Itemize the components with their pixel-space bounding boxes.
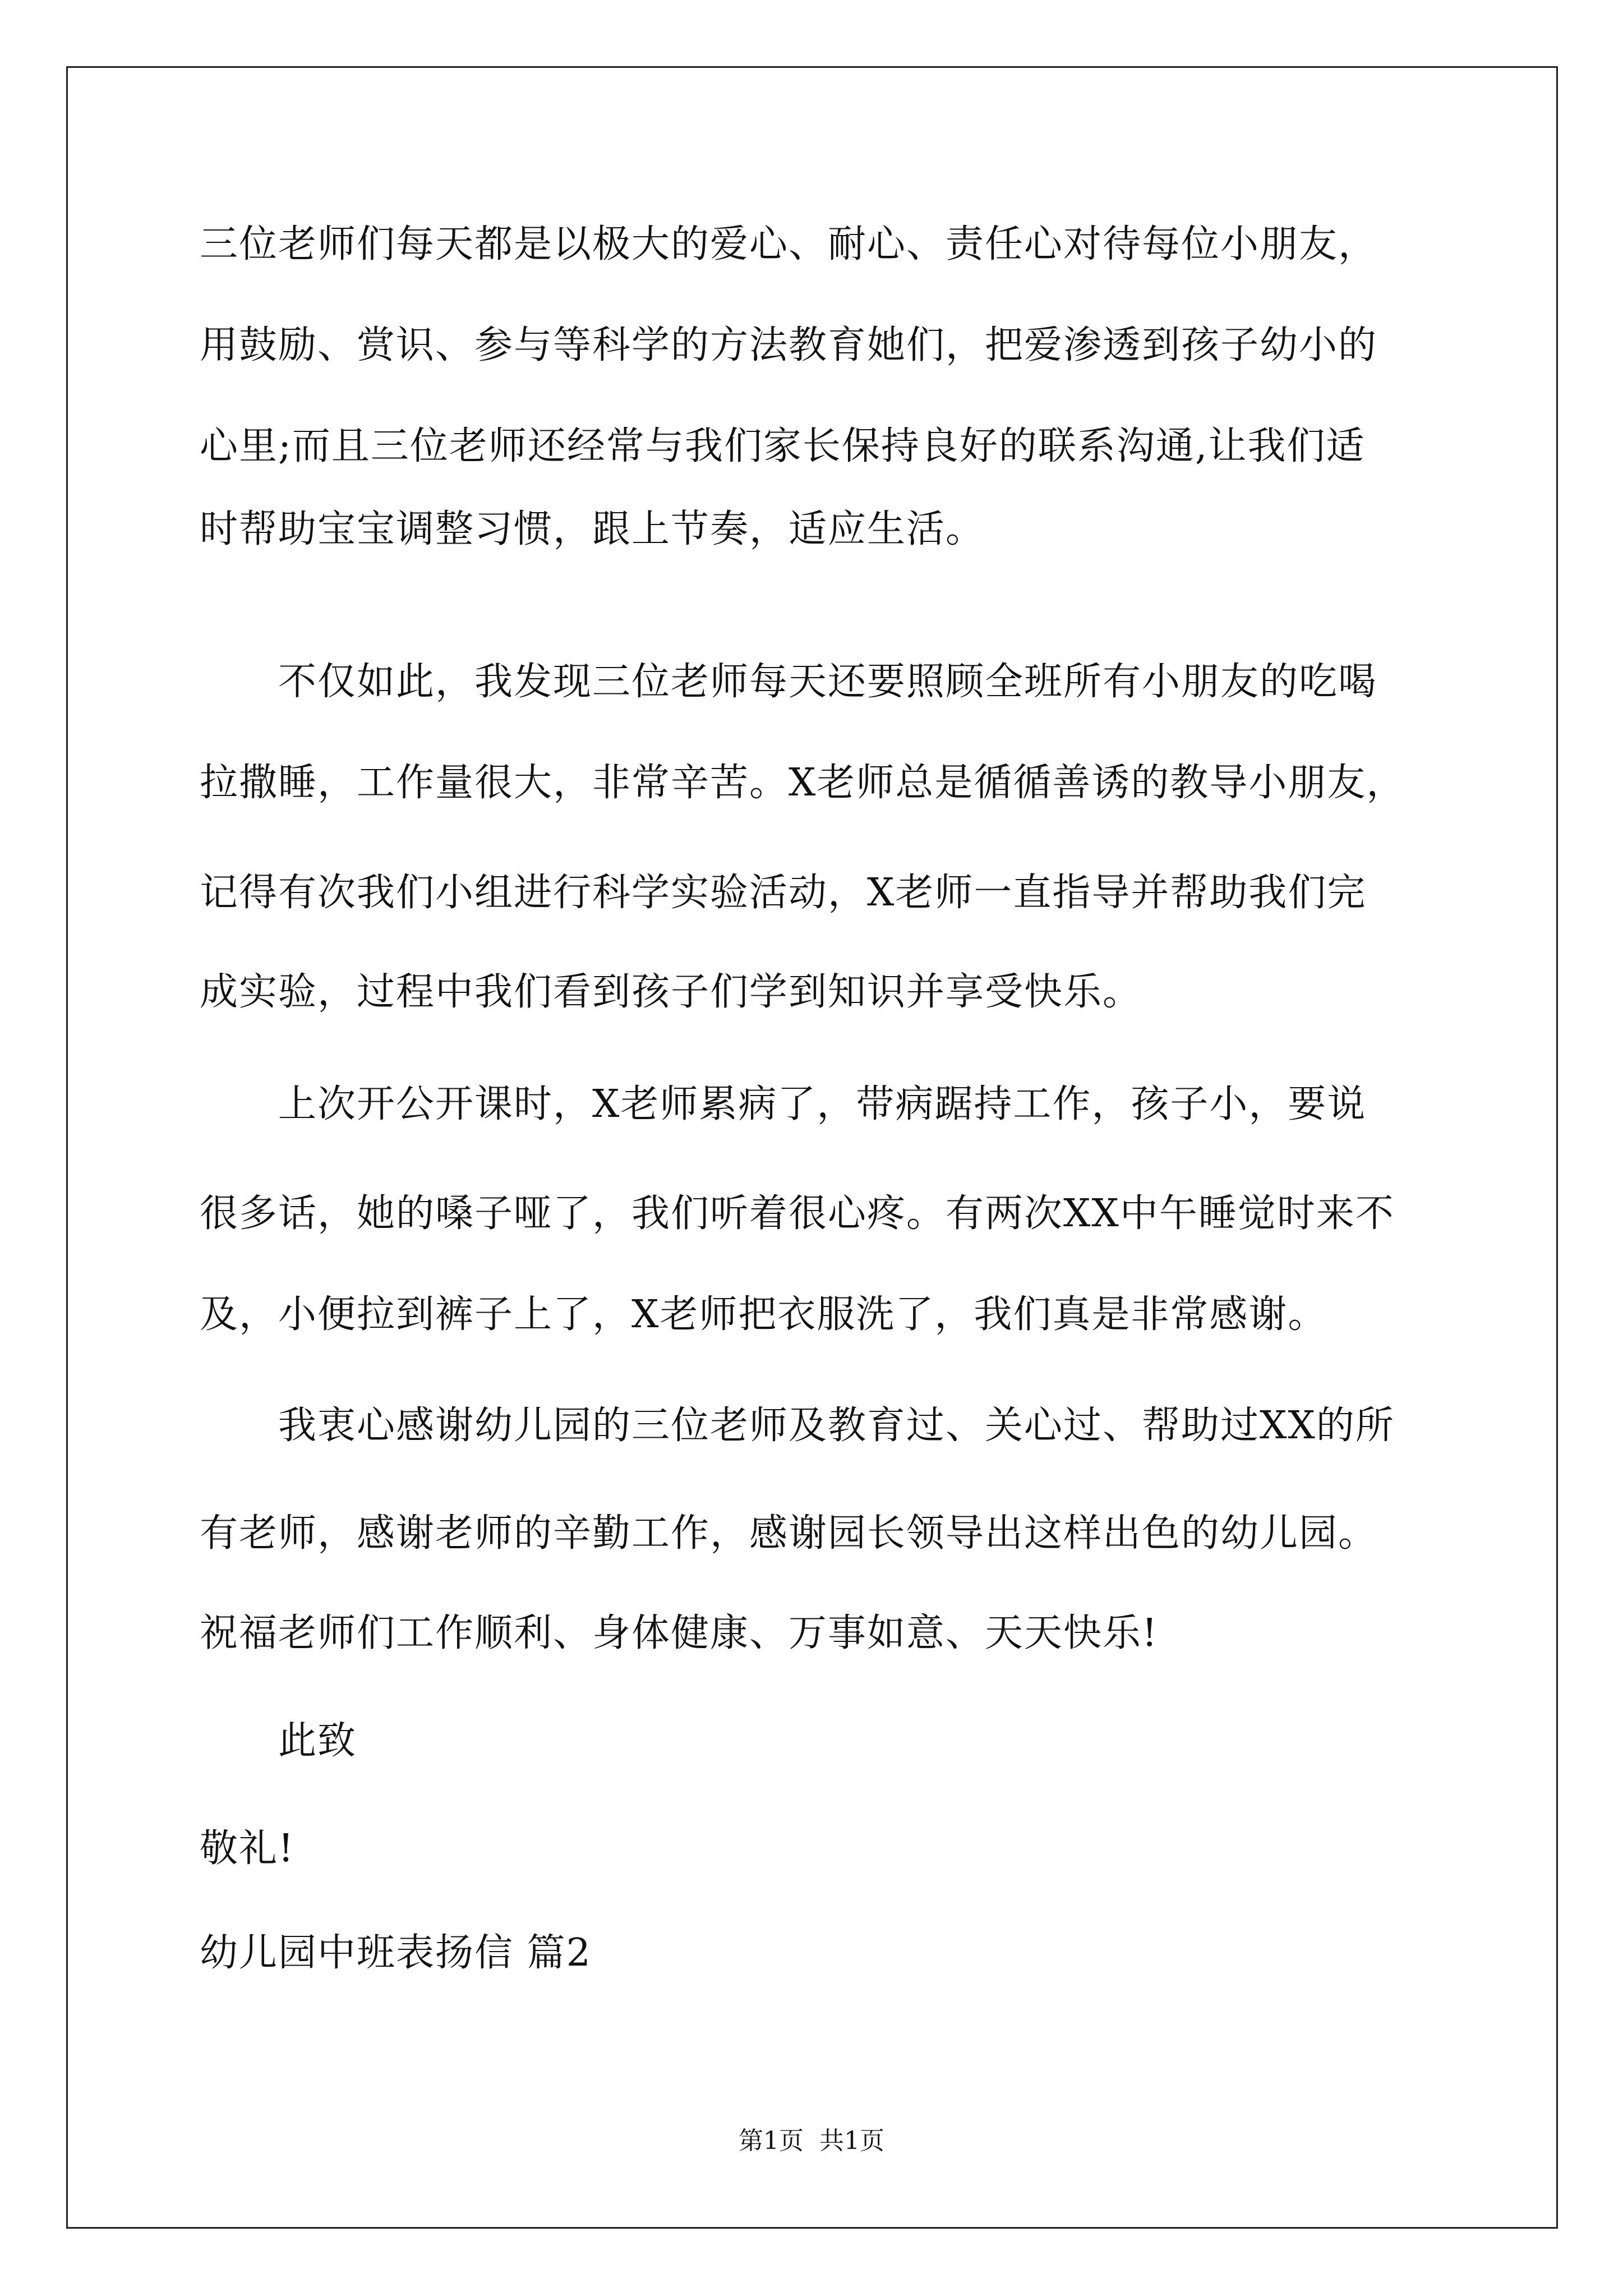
page-border	[66, 66, 1558, 2229]
text-line: 祝福老师们工作顺利、身体健康、万事如意、天天快乐!	[200, 1611, 1159, 1655]
text-line: 有老师，感谢老师的辛勤工作，感谢园长领导出这样出色的幼儿园。	[200, 1511, 1378, 1556]
text-line: 拉撒睡，工作量很大，非常辛苦。X老师总是循循善诱的教导小朋友，	[200, 761, 1406, 805]
section-heading: 幼儿园中班表扬信 篇2	[200, 1931, 592, 1975]
text-line: 成实验，过程中我们看到孩子们学到知识并享受快乐。	[200, 970, 1142, 1014]
page-number: 第1页	[739, 2127, 804, 2155]
text-line: 三位老师们每天都是以极大的爱心、耐心、责任心对待每位小朋友，	[200, 222, 1378, 266]
text-line: 时帮助宝宝调整习惯，跟上节奏，适应生活。	[200, 507, 985, 551]
text-line: 上次开公开课时，X老师累病了，带病踞持工作，孩子小，要说	[278, 1082, 1367, 1126]
text-line: 及，小便拉到裤子上了，X老师把衣服洗了，我们真是非常感谢。	[200, 1292, 1327, 1337]
page-footer	[0, 2129, 1623, 2154]
closing-salutation: 此致	[278, 1719, 357, 1763]
text-line: 很多话，她的嗓子哑了，我们听着很心疼。有两次XX中午睡觉时来不	[200, 1191, 1395, 1236]
closing-regards: 敬礼!	[200, 1826, 295, 1871]
text-line: 记得有次我们小组进行科学实验活动，X老师一直指导并帮助我们完	[200, 871, 1367, 915]
text-line: 用鼓励、赏识、参与等科学的方法教育她们，把爱渗透到孩子幼小的	[200, 323, 1378, 367]
text-line: 我衷心感谢幼儿园的三位老师及教育过、关心过、帮助过XX的所	[278, 1404, 1395, 1448]
text-line: 心里;而且三位老师还经常与我们家长保持良好的联系沟通,让我们适	[200, 424, 1366, 468]
text-line: 不仅如此，我发现三位老师每天还要照顾全班所有小朋友的吃喝	[278, 660, 1378, 704]
page-total: 共1页	[819, 2127, 884, 2155]
